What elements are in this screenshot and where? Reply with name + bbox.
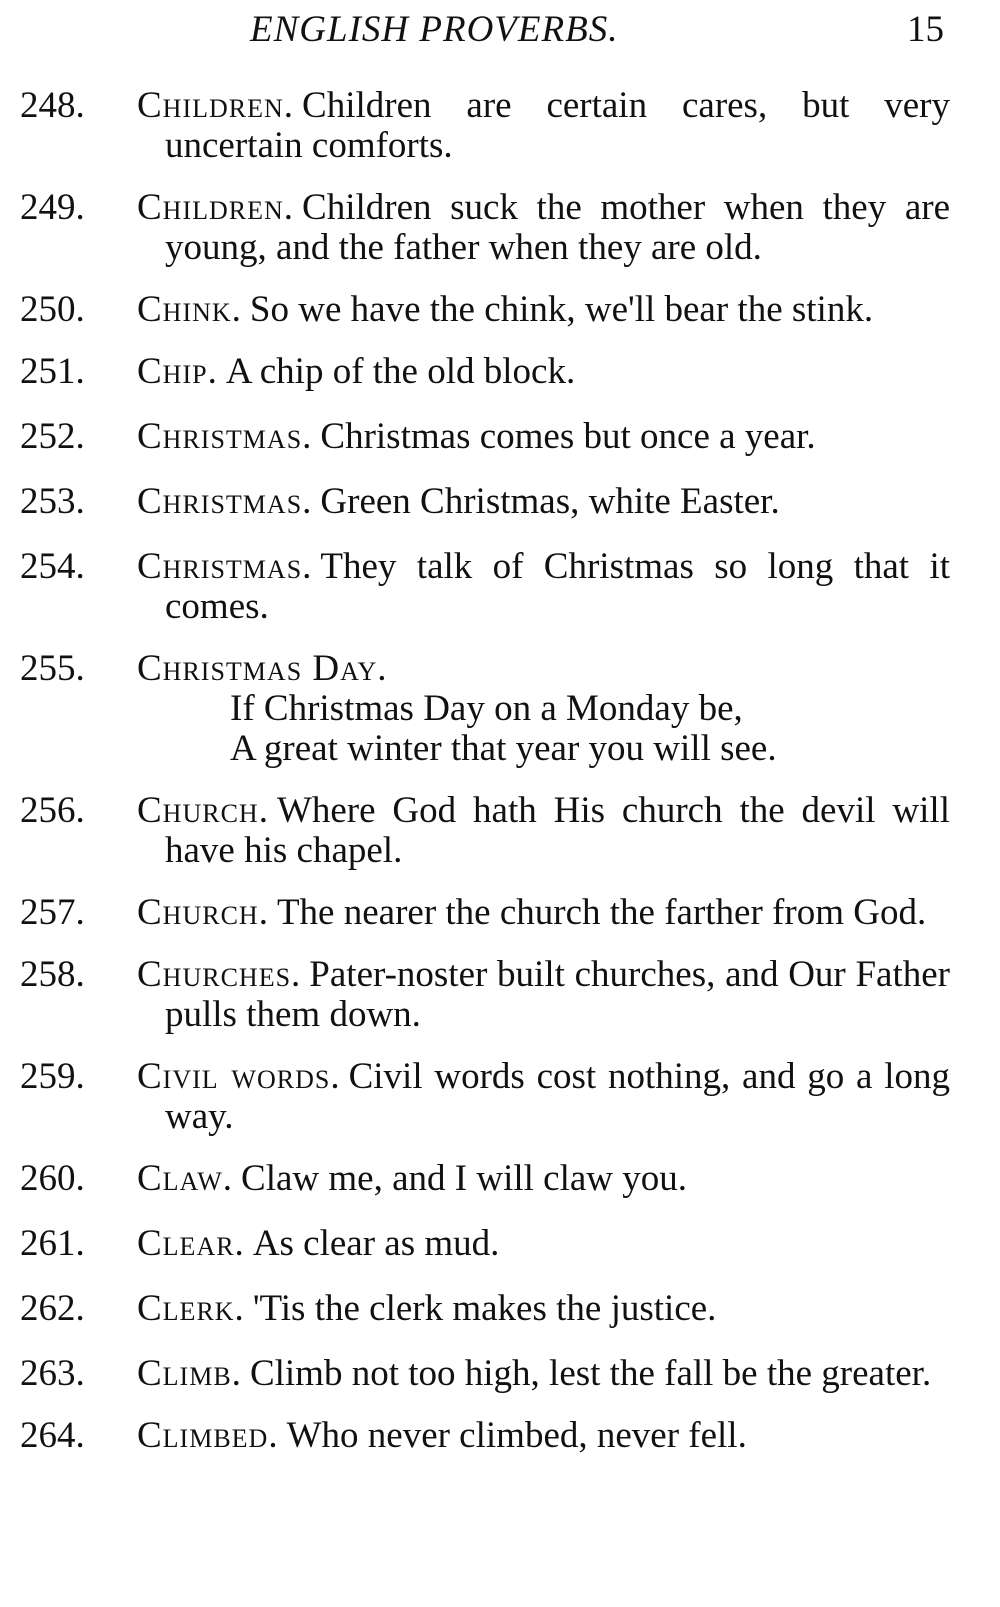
proverb-entry — [20, 1224, 950, 1264]
proverb-entry — [20, 1289, 950, 1329]
entry-text: Pater-noster built churches, and Our Father pulls them down. — [165, 954, 950, 1035]
proverb-entry — [20, 893, 950, 933]
entry-text: Claw me, and I will claw you. — [241, 1158, 687, 1199]
proverb-entry — [20, 352, 950, 392]
entry-text: Who never climbed, never fell. — [286, 1415, 747, 1456]
entry-number: 250. — [20, 289, 85, 330]
entry-number: 252. — [20, 416, 85, 457]
entry-text: Civil words cost nothing, and go a long way. — [165, 1056, 950, 1137]
entry-number: 248. — [20, 85, 85, 126]
proverb-entry — [20, 649, 950, 769]
proverb-entry — [20, 1354, 950, 1394]
entry-text: Green Christmas, white Easter. — [320, 481, 780, 522]
verse-line: A great winter that year you will see. — [230, 728, 777, 769]
entry-number: 261. — [20, 1223, 85, 1264]
entry-number: 251. — [20, 351, 85, 392]
entry-keyword: Christmas. — [137, 546, 313, 587]
page-header — [0, 8, 1000, 58]
entry-text: Children suck the mother when they are young, and the father when they are old. — [165, 187, 950, 268]
proverb-entry — [20, 955, 950, 1035]
entry-text: 'Tis the clerk makes the justice. — [252, 1288, 717, 1329]
entry-text: Children are certain cares, but very uncertain comforts. — [165, 85, 950, 166]
entry-number: 254. — [20, 546, 85, 587]
proverb-entry — [20, 417, 950, 457]
proverb-entry — [20, 290, 950, 330]
entry-keyword: Christmas. — [137, 416, 313, 457]
entry-number: 259. — [20, 1056, 85, 1097]
entry-keyword: Churches. — [137, 954, 302, 995]
entry-keyword: Chink. — [137, 289, 242, 330]
entry-number: 249. — [20, 187, 85, 228]
entry-keyword: Children. — [137, 85, 295, 126]
entry-text: So we have the chink, we'll bear the stink. — [249, 289, 874, 330]
entry-number: 263. — [20, 1353, 85, 1394]
proverb-entry — [20, 86, 950, 166]
entry-number: 262. — [20, 1288, 85, 1329]
entry-number: 256. — [20, 790, 85, 831]
proverb-entry — [20, 1057, 950, 1137]
entry-keyword: Church. — [137, 790, 269, 831]
entry-text: As clear as mud. — [252, 1223, 500, 1264]
entry-number: 255. — [20, 648, 85, 689]
entry-keyword: Civil words. — [137, 1056, 341, 1097]
entry-text: Christmas comes but once a year. — [320, 416, 816, 457]
entry-text: The nearer the church the farther from God. — [276, 892, 927, 933]
entry-number: 260. — [20, 1158, 85, 1199]
entry-text: Climb not too high, lest the fall be the greater. — [249, 1353, 932, 1394]
entry-number: 253. — [20, 481, 85, 522]
proverb-entry — [20, 1159, 950, 1199]
entry-keyword: Church. — [137, 892, 269, 933]
proverb-entry — [20, 1416, 950, 1456]
proverb-entry — [20, 188, 950, 268]
entry-text: They talk of Christmas so long that it comes. — [165, 546, 950, 627]
entry-keyword: Climbed. — [137, 1415, 279, 1456]
entry-keyword: Chip. — [137, 351, 218, 392]
entry-keyword: Climb. — [137, 1353, 242, 1394]
entry-keyword: Christmas Day. — [137, 648, 388, 689]
proverb-list — [20, 86, 950, 1481]
entry-keyword: Children. — [137, 187, 295, 228]
proverb-entry — [20, 547, 950, 627]
proverb-entry — [20, 482, 950, 522]
entry-keyword: Clear. — [137, 1223, 245, 1264]
entry-text: A chip of the old block. — [225, 351, 576, 392]
entry-number: 258. — [20, 954, 85, 995]
entry-keyword: Claw. — [137, 1158, 234, 1199]
entry-keyword: Christmas. — [137, 481, 313, 522]
proverb-entry — [20, 791, 950, 871]
running-title: ENGLISH PROVERBS. — [250, 9, 619, 50]
entry-text: Where God hath His church the devil will have his chapel. — [165, 790, 950, 871]
entry-keyword: Clerk. — [137, 1288, 245, 1329]
page-number: 15 — [907, 9, 944, 50]
entry-number: 257. — [20, 892, 85, 933]
entry-number: 264. — [20, 1415, 85, 1456]
verse-line: If Christmas Day on a Monday be, — [230, 688, 743, 729]
